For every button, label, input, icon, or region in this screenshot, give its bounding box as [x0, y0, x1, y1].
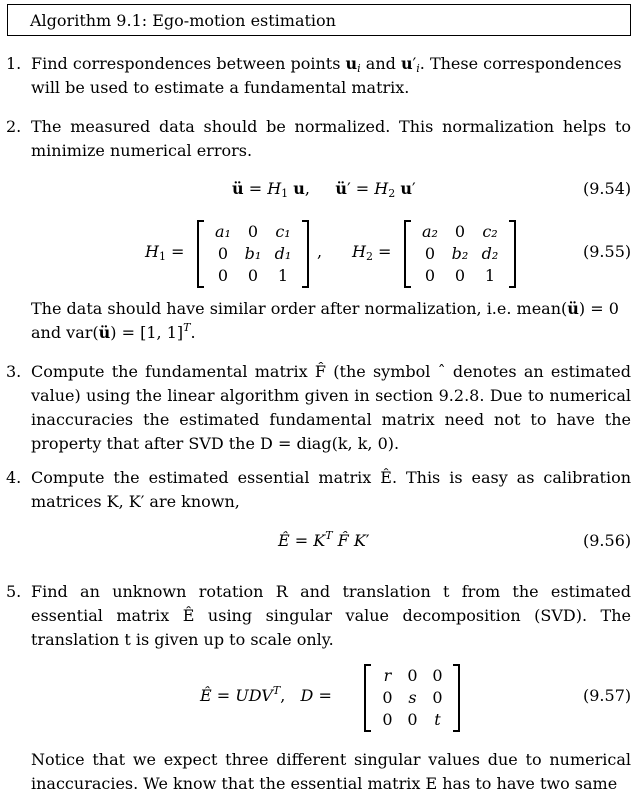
matrix-cell: 0	[432, 666, 443, 685]
matrix-h1	[197, 220, 309, 288]
step-number-1: 1.	[6, 54, 22, 73]
matrix-cell: d₂	[481, 244, 499, 263]
step-4-text: Compute the estimated essential matrix Ê. This is easy as calibration matrices K, K′ are known,	[31, 468, 631, 511]
h2-label: $H_2$ =	[352, 242, 392, 263]
matrix-cell: s	[408, 688, 417, 707]
normalization-note-line-2: and var(ü) = [1, 1]$^T$.	[31, 321, 196, 342]
matrix-h2	[404, 220, 516, 288]
algorithm-title: Algorithm 9.1: Ego-motion estimation	[30, 11, 336, 30]
matrix-cell: c₂	[482, 222, 498, 241]
equation-9-56: Ê = $K^T$ F̂ K′	[278, 529, 370, 550]
matrix-cell: 1	[484, 266, 496, 285]
matrix-right-bracket	[453, 664, 460, 732]
equation-label-9-57: (9.57)	[583, 686, 632, 705]
matrix-cell: 0	[424, 266, 436, 285]
closing-paragraph: Notice that we expect three different singular values due to numerical inaccuracies. We know that the essential matrix E has to have two same	[31, 750, 631, 793]
step-number-4: 4.	[6, 468, 22, 487]
matrix-left-bracket	[364, 664, 371, 732]
matrix-cell: a₁	[215, 222, 231, 241]
matrix-left-bracket	[197, 220, 204, 288]
matrix-cell: d₁	[274, 244, 292, 263]
matrix-cell: 0	[407, 710, 418, 729]
step-number-5: 5.	[6, 582, 22, 601]
matrix-cell: 0	[217, 244, 229, 263]
step-number-2: 2.	[6, 117, 22, 136]
matrix-cell: 0	[247, 266, 259, 285]
matrix-left-bracket	[404, 220, 411, 288]
step-2-text: The measured data should be normalized. This normalization helps to minimize numerical errors.	[31, 117, 631, 160]
equation-9-54: ü = $H_1$ u, ü′ = $H_2$ u′	[232, 179, 416, 200]
step-1-text-line-2: will be used to estimate a fundamental matrix.	[31, 78, 410, 97]
matrix-cell: b₁	[244, 244, 262, 263]
matrix-cell: r	[383, 666, 392, 685]
matrix-cell: 0	[424, 244, 436, 263]
matrix-cell: 0	[407, 666, 418, 685]
matrix-cell: t	[434, 710, 441, 729]
matrix-cell: 1	[277, 266, 289, 285]
matrix-cell: 0	[247, 222, 259, 241]
normalization-note	[31, 297, 631, 345]
matrix-cell: 0	[382, 688, 393, 707]
matrix-cell: 0	[454, 266, 466, 285]
matrix-cell: b₂	[451, 244, 469, 263]
matrix-cell: 0	[432, 688, 443, 707]
equation-label-9-54: (9.54)	[583, 179, 632, 198]
algorithm-title-box	[7, 4, 631, 36]
matrix-cell: 0	[382, 710, 393, 729]
matrix-cell: 0	[217, 266, 229, 285]
matrix-cell: 0	[454, 222, 466, 241]
equation-9-57-lhs: Ê = $UDV^T$, D =	[200, 684, 332, 705]
equation-label-9-55: (9.55)	[583, 242, 632, 261]
matrix-right-bracket	[302, 220, 309, 288]
normalization-note-line-1: The data should have similar order after normalization, i.e. mean(ü) = 0	[31, 299, 619, 318]
equation-label-9-56: (9.56)	[583, 531, 632, 550]
matrix-comma: ,	[317, 242, 323, 261]
matrix-right-bracket	[509, 220, 516, 288]
step-1-text-line-1: Find correspondences between points $u_i$ and $u'_i$. These correspondences	[31, 54, 622, 75]
step-3-text: Compute the fundamental matrix F̂ (the symbol ˆ denotes an estimated value) using the linear algorithm given in section 9.2.8. Due to numerical inaccuracies the estimated fundamental matrix need not to have the property that after SVD the D = diag(k, k, 0).	[31, 362, 631, 453]
step-number-3: 3.	[6, 362, 22, 381]
matrix-d	[364, 664, 460, 732]
h1-label: $H_1$ =	[145, 242, 185, 263]
matrix-cell: a₂	[422, 222, 438, 241]
step-1-text	[31, 52, 631, 100]
step-5-text: Find an unknown rotation R and translation t from the estimated essential matrix Ê using singular value decomposition (SVD). The translation t is given up to scale only.	[31, 582, 631, 649]
matrix-cell: c₁	[275, 222, 291, 241]
